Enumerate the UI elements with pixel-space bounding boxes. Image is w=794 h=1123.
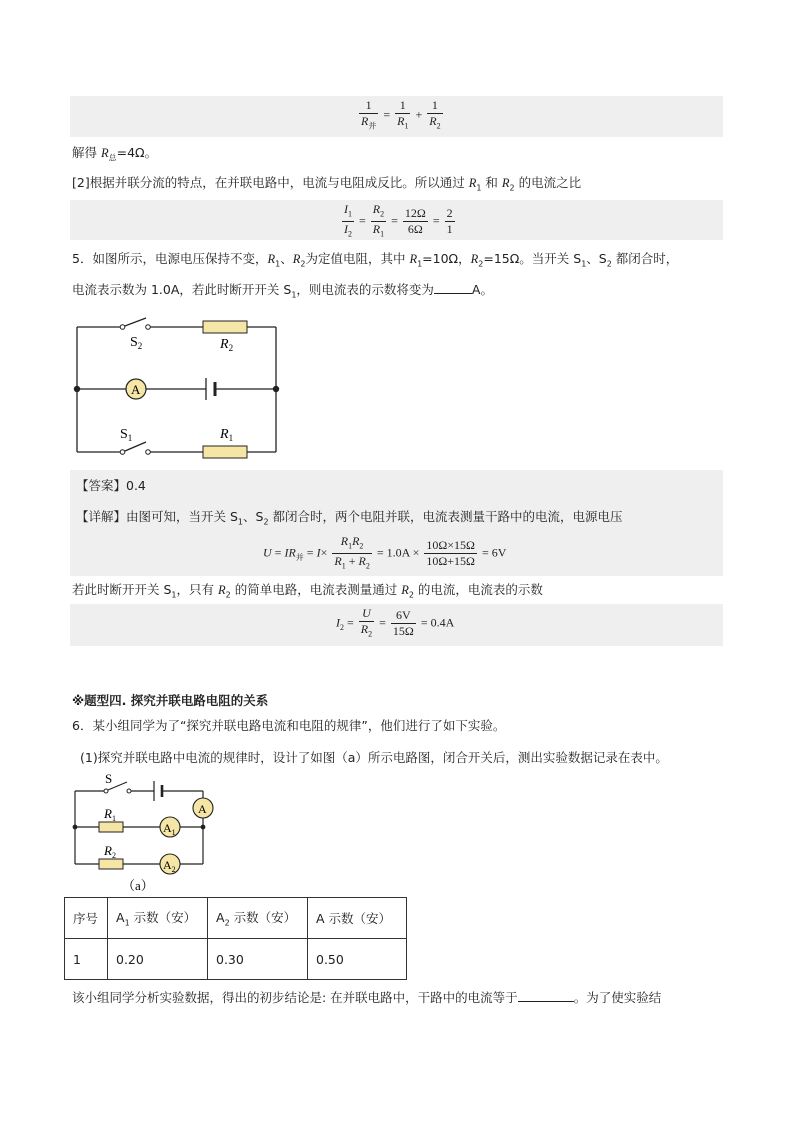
current-ratio-paragraph: [2]根据并联分流的特点，在并联电路中，电流与电阻成反比。所以通过 $R_1$ 和 $R_2$ 的电流之比 — [72, 175, 582, 193]
switch-s-pivot — [104, 789, 108, 793]
label-r2: $R_2$ — [220, 337, 234, 353]
table-header-row — [65, 898, 407, 939]
question-6-part-1: (1)探究并联电路中电流的规律时，设计了如图（a）所示电路图，闭合开关后，测出实验数据记录在表中。 — [80, 750, 668, 765]
header-cell: 序号 — [65, 898, 108, 939]
table-cell: 0.30 — [208, 939, 308, 980]
figure-caption: （a） — [122, 878, 154, 893]
resistor-r2 — [203, 321, 247, 333]
answer-blank[interactable] — [518, 1001, 574, 1002]
circuit-diagram-a — [70, 772, 220, 894]
detail-line: 【详解】由图可知，当开关 $S_1$、$S_2$ 都闭合时，两个电阻并联，电流表测量干路中的电流，电源电压 — [76, 509, 623, 527]
resistor-r1 — [99, 822, 123, 832]
formula-parallel-resistance: $\frac{1}{R_并}$ = $\frac{1}{R_1}$ + $\frac{1}{R_2}$ — [357, 98, 445, 133]
formula-current-ratio: $\frac{I_1}{I_2}$ = $\frac{R_2}{R_1}$ = $\frac{12\Omega}{6\Omega}$ = $\frac{2}{1}$ — [344, 202, 453, 239]
label-r1: $R_1$ — [104, 806, 116, 823]
switch-s-contact — [127, 789, 131, 793]
fraction: $\frac{1}{R_1}$ — [397, 98, 409, 131]
fraction: $\frac{1}{R_2}$ — [429, 98, 441, 131]
label-r2: $R_2$ — [104, 843, 116, 860]
question-6: 6．某小组同学为了“探究并联电路电流和电阻的规律”，他们进行了如下实验。 — [72, 718, 506, 733]
question-5-line-2: 电流表示数为 1.0A，若此时断开开关 $S_1$，则电流表的示数将变为 A。 — [72, 282, 493, 300]
solve-line: 解得 $R_总=4\Omega$。 — [72, 145, 158, 163]
header-cell: $A_1$ 示数（安） — [108, 898, 208, 939]
header-cell: A 示数（安） — [308, 898, 407, 939]
formula-voltage: $U = IR_并 = I\times$ $\frac{R_1R_2}{R_1 + R_2}$ = 1.0A × $\frac{10\Omega\times 15\Omega}{10\Omega+15\Omega}$ = 6V — [263, 534, 507, 571]
ammeter-main-label: A — [198, 802, 207, 816]
switch-s1-pivot — [120, 450, 125, 455]
table-cell: 0.20 — [108, 939, 208, 980]
junction-right — [273, 386, 279, 392]
fraction: $\frac{1}{R_并}$ — [361, 98, 377, 131]
label-s: S — [105, 772, 113, 786]
switch-s1-contact — [146, 450, 151, 455]
junction — [201, 825, 206, 830]
circuit-diagram-q5 — [70, 310, 285, 462]
data-table — [64, 897, 407, 980]
header-cell: $A_2$ 示数（安） — [208, 898, 308, 939]
table-cell: 1 — [65, 939, 108, 980]
ammeter-label: A — [131, 382, 141, 397]
resistor-r1 — [203, 446, 247, 458]
label-s2: $S_2$ — [130, 335, 143, 351]
switch-s2-pivot — [120, 325, 125, 330]
section-title: ※题型四. 探究并联电路电阻的关系 — [72, 693, 269, 708]
junction-left — [74, 386, 80, 392]
label-s1: $S_1$ — [120, 427, 133, 443]
junction — [73, 825, 78, 830]
label-r1: $R_1$ — [220, 427, 234, 443]
ammeter-a2-label: $A_2$ — [163, 858, 176, 874]
answer-blank[interactable] — [434, 293, 472, 294]
resistor-r2 — [99, 859, 123, 869]
formula-current-i2: $I_2$ = $\frac{U}{R_2}$ = $\frac{6V}{15\Omega}$ = 0.4A — [336, 606, 455, 639]
question-5-line-1: 5．如图所示，电源电压保持不变，$R_1$、$R_2$为定值电阻，其中 $R_1=10\Omega$，$R_2=15\Omega$。当开关 $S_1$、$S_2$ 都闭合时， — [72, 251, 679, 269]
answer-label: 【答案】0.4 — [76, 478, 146, 493]
switch-s2-contact — [146, 325, 151, 330]
table-row — [65, 939, 407, 980]
ammeter-a1-label: $A_1$ — [163, 821, 176, 837]
single-circuit-paragraph: 若此时断开开关 $S_1$，只有 $R_2$ 的简单电路，电流表测量通过 $R_2$ 的电流，电流表的示数 — [72, 582, 543, 600]
table-cell: 0.50 — [308, 939, 407, 980]
conclusion-line: 该小组同学分析实验数据，得出的初步结论是: 在并联电路中，干路中的电流等于 。为了使实验结 — [72, 990, 662, 1005]
